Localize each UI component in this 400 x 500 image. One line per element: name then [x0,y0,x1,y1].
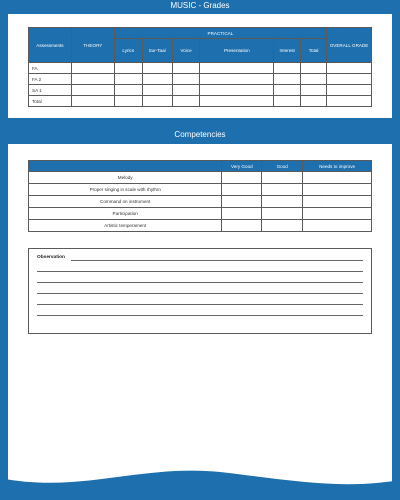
grade-cell[interactable] [142,85,172,96]
table-row [29,63,372,74]
grade-cell[interactable] [71,96,114,107]
observation-label: Observation [37,255,65,260]
grade-cell[interactable] [301,96,327,107]
grade-cell[interactable] [142,74,172,85]
row-label-fa2: FA 2 [29,74,72,85]
row-label-sa1: SA 1 [29,85,72,96]
rating-cell[interactable] [303,172,372,184]
rating-cell[interactable] [262,220,303,232]
rating-cell[interactable] [262,172,303,184]
observation-line[interactable] [37,282,363,283]
grade-cell[interactable] [172,74,200,85]
row-label-total: Total [29,96,72,107]
header-sur-taal: Sur-Taal [142,39,172,63]
grade-cell[interactable] [114,74,142,85]
rating-cell[interactable] [222,220,262,232]
grades-title: MUSIC - Grades [0,0,400,14]
header-overall-grade: OVERALL GRADE [327,28,372,63]
rating-cell[interactable] [303,208,372,220]
grade-cell[interactable] [142,96,172,107]
table-row [29,184,372,196]
rating-cell[interactable] [222,172,262,184]
grade-cell[interactable] [301,85,327,96]
observation-line[interactable] [37,315,363,316]
grades-table [28,27,372,107]
header-assessments: Assessments [29,28,72,63]
observation-line[interactable] [71,260,363,261]
header-total: Total [301,39,327,63]
table-row [29,220,372,232]
rating-cell[interactable] [222,184,262,196]
table-row [29,172,372,184]
grade-cell[interactable] [172,96,200,107]
header-good: Good [262,161,303,172]
grade-cell[interactable] [71,74,114,85]
table-row [29,74,372,85]
grade-cell[interactable] [327,63,372,74]
competency-participation: Participation [29,208,222,220]
grade-cell[interactable] [274,74,301,85]
header-voice: Voice [172,39,200,63]
grade-cell[interactable] [200,74,274,85]
grade-cell[interactable] [71,63,114,74]
rating-cell[interactable] [222,208,262,220]
table-row [29,208,372,220]
rating-cell[interactable] [303,184,372,196]
grade-cell[interactable] [200,85,274,96]
grade-cell[interactable] [200,63,274,74]
grade-cell[interactable] [274,63,301,74]
rating-cell[interactable] [262,208,303,220]
row-label-fa: FA [29,63,72,74]
grade-cell[interactable] [71,85,114,96]
competency-artistic: Artistic temperament [29,220,222,232]
grade-cell[interactable] [172,63,200,74]
competency-singing: Proper singing in scale with rhythm [29,184,222,196]
grade-cell[interactable] [172,85,200,96]
rating-cell[interactable] [303,220,372,232]
header-needs-improve: Needs to improve [303,161,372,172]
header-competency-blank [29,161,222,172]
table-row [29,85,372,96]
observation-line[interactable] [37,271,363,272]
grade-cell[interactable] [142,63,172,74]
grade-cell[interactable] [327,74,372,85]
table-row [29,196,372,208]
rating-cell[interactable] [262,184,303,196]
rating-cell[interactable] [303,196,372,208]
header-interest: Interest [274,39,301,63]
header-presentation: Presentation [200,39,274,63]
header-theory: THEORY [71,28,114,63]
grade-cell[interactable] [114,96,142,107]
header-lyrics: Lyrics [114,39,142,63]
header-practical: PRACTICAL [114,28,326,39]
grade-cell[interactable] [274,85,301,96]
observation-line[interactable] [37,293,363,294]
rating-cell[interactable] [262,196,303,208]
grade-cell[interactable] [327,85,372,96]
competency-melody: Melody [29,172,222,184]
competency-instrument: Command on instrument [29,196,222,208]
grade-cell[interactable] [301,74,327,85]
grade-cell[interactable] [114,63,142,74]
grade-cell[interactable] [301,63,327,74]
observation-line[interactable] [37,304,363,305]
grade-cell[interactable] [200,96,274,107]
bottom-wave-decoration [0,460,400,500]
competencies-table [28,160,372,232]
grade-cell[interactable] [274,96,301,107]
rating-cell[interactable] [222,196,262,208]
competencies-title: Competencies [174,130,226,139]
table-row [29,96,372,107]
header-very-good: Very Good [222,161,262,172]
grade-cell[interactable] [327,96,372,107]
grade-cell[interactable] [114,85,142,96]
observation-box[interactable] [28,248,372,334]
